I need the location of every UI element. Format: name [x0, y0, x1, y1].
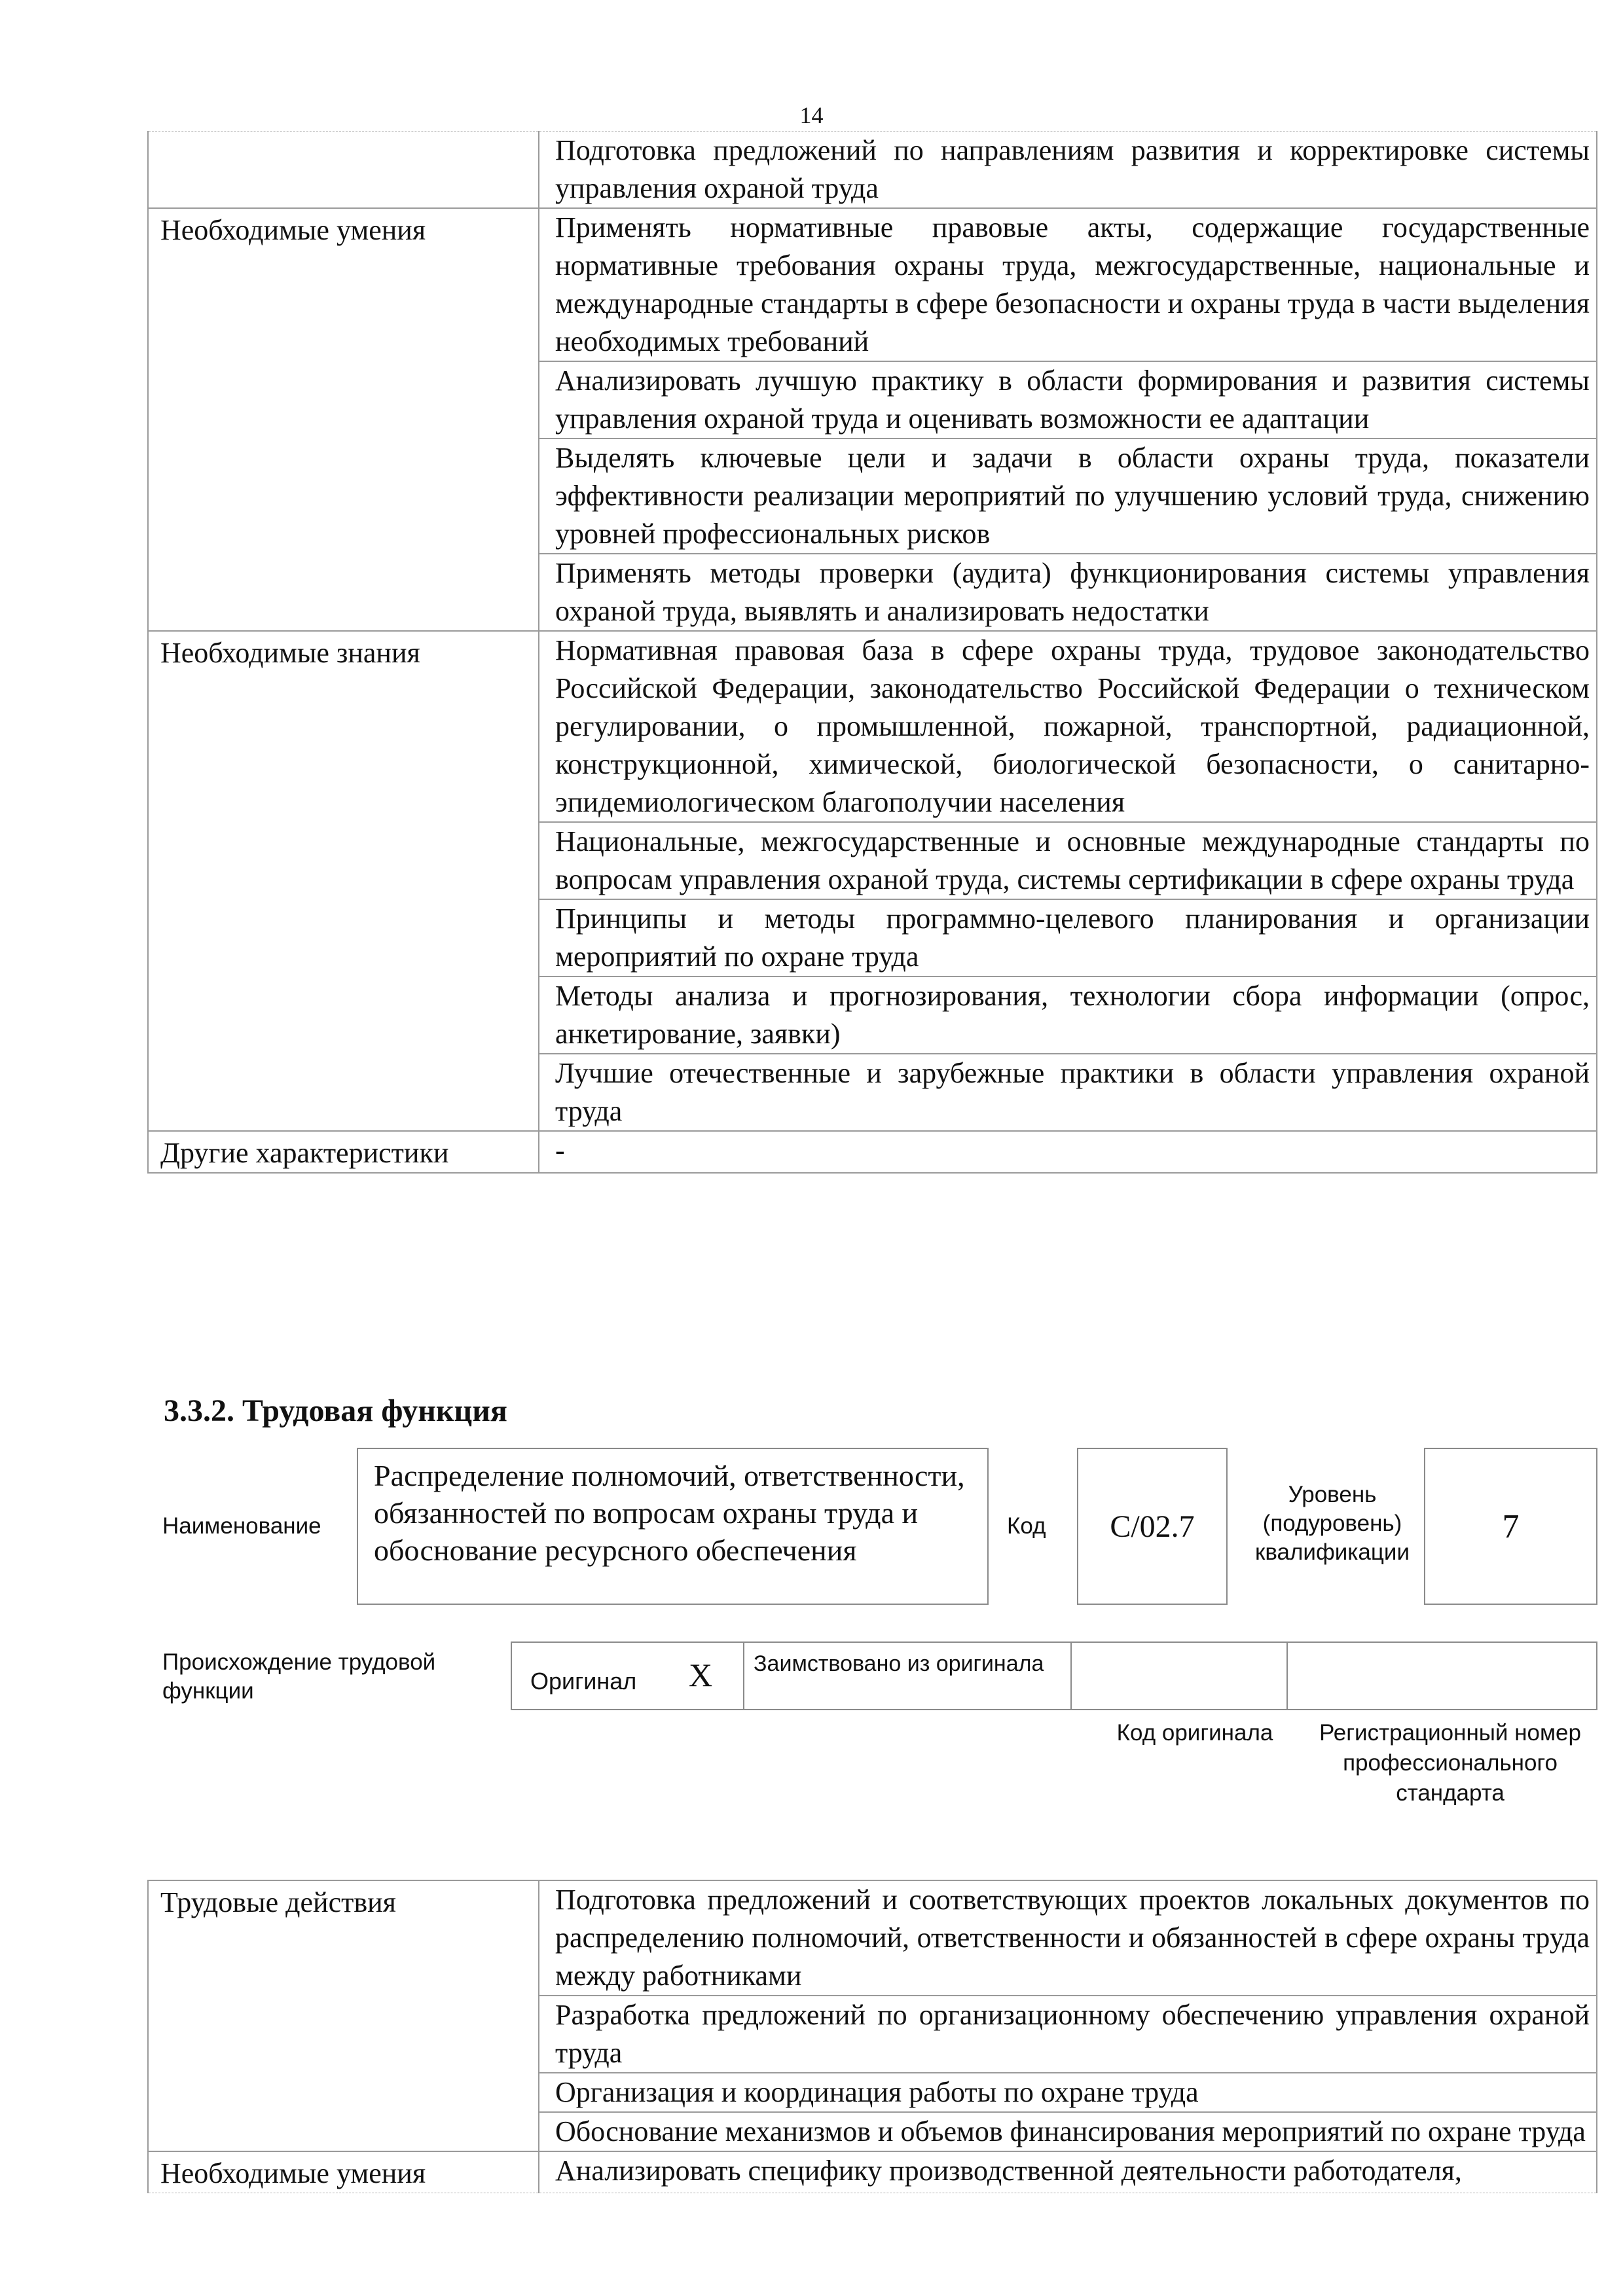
row-text: Организация и координация работы по охране труда: [539, 2073, 1597, 2112]
level-box: 7: [1424, 1448, 1597, 1605]
table-row: [148, 631, 1597, 822]
table-row: [148, 1996, 1597, 2073]
row-label: [148, 1054, 539, 1131]
table-row: [148, 361, 1597, 439]
row-text: Методы анализа и прогнозирования, технологии сбора информации (опрос, анкетирование, заявки): [539, 977, 1597, 1054]
table-row: [148, 132, 1597, 209]
table-row: [148, 2112, 1597, 2151]
row-text: -: [539, 1131, 1597, 1173]
row-label: Необходимые знания: [148, 631, 539, 822]
table-row: [148, 2151, 1597, 2193]
row-label: Трудовые действия: [148, 1880, 539, 1996]
table-row: [148, 899, 1597, 977]
function-name-box: Распределение полномочий, ответственности, обязанностей по вопросам охраны труда и обоснование ресурсного обеспечения: [357, 1448, 989, 1605]
row-text: Национальные, межгосударственные и основные международные стандарты по вопросам управления охраной труда, системы сертификации в сфере охраны труда: [539, 822, 1597, 899]
table-row: [148, 977, 1597, 1054]
row-label: Необходимые умения: [148, 208, 539, 361]
row-text: Анализировать специфику производственной деятельности работодателя,: [539, 2151, 1597, 2193]
borrowed-cell: [744, 1643, 1072, 1709]
page-number: 14: [799, 102, 824, 128]
reg-number-cell: [1288, 1643, 1596, 1709]
labor-actions-table: [147, 1880, 1597, 2193]
table-row: [148, 554, 1597, 631]
row-label: Необходимые умения: [148, 2151, 539, 2193]
row-label: [148, 361, 539, 439]
row-text: Подготовка предложений по направлениям развития и корректировке системы управления охраной труда: [539, 132, 1597, 209]
row-text: Разработка предложений по организационному обеспечению управления охраной труда: [539, 1996, 1597, 2073]
origin-row: [511, 1641, 1597, 1710]
row-text: Применять нормативные правовые акты, содержащие государственные нормативные требования охраны труда, межгосударственные, национальные и международные стандарты в сфере безопасности и охраны труда в части выделения необходимых требований: [539, 208, 1597, 361]
row-label: [148, 2112, 539, 2151]
original-label: Оригинал: [530, 1668, 637, 1695]
level-label: Уровень (подуровень) квалификации: [1255, 1482, 1410, 1565]
table-row: [148, 208, 1597, 361]
table-row: [148, 822, 1597, 899]
table-row: [148, 1054, 1597, 1131]
row-text: Нормативная правовая база в сфере охраны труда, трудовое законодательство Российской Федерации, законодательство Российской Федерации о техническом регулировании, о промышленной, пожарной, транспортной, радиационной, конструкционной, химической, биологической безопасности, о санитарно-эпидемиологическом благополучии населения: [539, 631, 1597, 822]
row-text: Подготовка предложений и соответствующих проектов локальных документов по распределению полномочий, ответственности и обязанностей в сфере охраны труда между работниками: [539, 1880, 1597, 1996]
row-text: Обоснование механизмов и объемов финансирования мероприятий по охране труда: [539, 2112, 1597, 2151]
original-cell: [512, 1643, 744, 1709]
row-label: [148, 822, 539, 899]
row-label: Другие характеристики: [148, 1131, 539, 1173]
origin-label: Происхождение трудовой функции: [162, 1649, 436, 1704]
code-label: Код: [1007, 1513, 1046, 1539]
row-label: [148, 554, 539, 631]
row-label: [148, 899, 539, 977]
row-label: [148, 132, 539, 209]
row-label: [148, 439, 539, 554]
table-row: [148, 1880, 1597, 1996]
requirements-table-continued: [147, 131, 1597, 1174]
code-original-cell: [1072, 1643, 1288, 1709]
code-box: C/02.7: [1077, 1448, 1228, 1605]
row-text: Принципы и методы программно-целевого планирования и организации мероприятий по охране труда: [539, 899, 1597, 977]
table-row: [148, 1131, 1597, 1173]
name-label: Наименование: [162, 1513, 321, 1539]
row-label: [148, 2073, 539, 2112]
code-original-label: Код оригинала: [1116, 1720, 1273, 1746]
row-text: Анализировать лучшую практику в области формирования и развития системы управления охраной труда и оценивать возможности ее адаптации: [539, 361, 1597, 439]
row-text: Выделять ключевые цели и задачи в области охраны труда, показатели эффективности реализации мероприятий по улучшению условий труда, снижению уровней профессиональных рисков: [539, 439, 1597, 554]
row-text: Лучшие отечественные и зарубежные практики в области управления охраной труда: [539, 1054, 1597, 1131]
section-heading: 3.3.2. Трудовая функция: [164, 1393, 507, 1428]
table-row: [148, 439, 1597, 554]
reg-number-label: Регистрационный номер профессионального стандарта: [1319, 1720, 1581, 1806]
row-label: [148, 1996, 539, 2073]
table-row: [148, 2073, 1597, 2112]
original-mark: X: [689, 1657, 713, 1693]
borrowed-label: Заимствовано из оригинала: [754, 1651, 1044, 1676]
row-text: Применять методы проверки (аудита) функционирования системы управления охраной труда, выявлять и анализировать недостатки: [539, 554, 1597, 631]
row-label: [148, 977, 539, 1054]
